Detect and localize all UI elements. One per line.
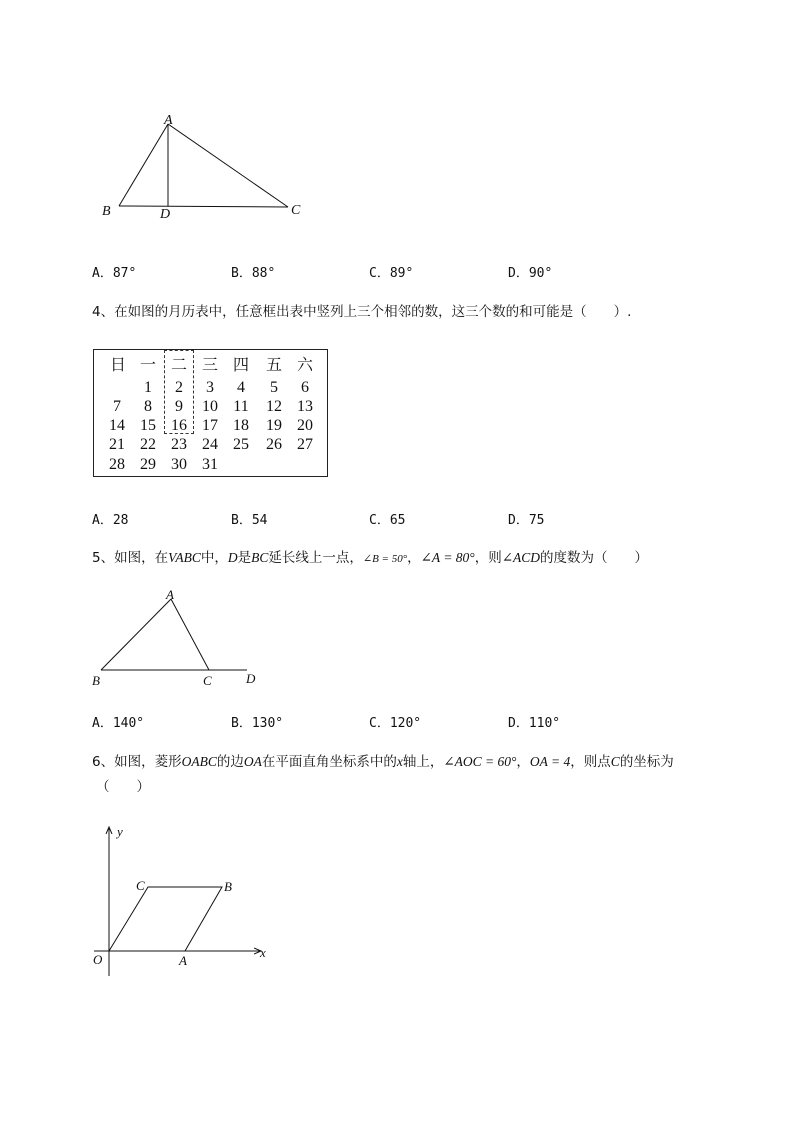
q5-text: 延长线上一点， xyxy=(268,550,363,566)
calendar-cell: 27 xyxy=(297,436,313,453)
side-ac xyxy=(168,124,288,207)
label-y: y xyxy=(117,824,123,839)
calendar-cell: 23 xyxy=(171,436,187,453)
calendar-cell: 10 xyxy=(202,398,218,415)
calendar-cell: 28 xyxy=(109,456,125,473)
q5-text: ， xyxy=(407,550,421,566)
q5-angle-acd: ∠ACD xyxy=(501,550,541,565)
label-a: A xyxy=(164,113,173,128)
calendar-cell: 7 xyxy=(113,398,121,415)
q3-option-b: B．88° xyxy=(231,266,276,281)
label-d: D xyxy=(160,207,171,222)
label-b: B xyxy=(224,879,232,894)
calendar-cell: 9 xyxy=(175,398,183,415)
label-d: D xyxy=(246,671,256,686)
calendar-cell: 21 xyxy=(109,436,125,453)
rhombus-coordinate-figure xyxy=(88,820,278,985)
q6-text: 在平面直角坐标系中的 xyxy=(261,754,397,770)
calendar-cell: 31 xyxy=(202,456,218,473)
q3-option-d: D．90° xyxy=(508,266,553,281)
question-5-text xyxy=(92,547,648,570)
label-a: A xyxy=(166,587,174,602)
q5-angle-b: ∠B = 50° xyxy=(362,553,408,565)
q3-option-c: C．89° xyxy=(369,266,414,281)
calendar-cell: 11 xyxy=(233,398,249,415)
q4-option-b: B．54 xyxy=(231,513,268,528)
calendar-cell: 29 xyxy=(140,456,156,473)
q5-text: 的度数为（ ） xyxy=(540,550,649,566)
q6-angle-aoc: ∠AOC = 60° xyxy=(443,754,517,769)
label-b: B xyxy=(92,673,100,688)
dashed-selection-box xyxy=(164,350,194,434)
calendar-cell: 3 xyxy=(206,379,214,396)
q5-text: 5、如图，在 xyxy=(92,550,169,566)
side-ac xyxy=(171,599,209,670)
q6-text: ，则点 xyxy=(570,754,611,770)
q4-option-c: C．65 xyxy=(369,513,406,528)
calendar-cell: 20 xyxy=(297,417,313,434)
calendar-header: 六 xyxy=(296,357,313,374)
calendar-cell: 8 xyxy=(144,398,152,415)
calendar-cell: 2 xyxy=(175,379,183,396)
side-ab xyxy=(101,599,171,670)
calendar-header: 五 xyxy=(265,357,282,374)
calendar-cell: 12 xyxy=(266,398,282,415)
calendar-cell: 6 xyxy=(301,379,309,396)
q5-text: ，则 xyxy=(474,550,502,566)
calendar-cell: 16 xyxy=(171,417,187,434)
q5-angle-a: ∠A = 80° xyxy=(420,550,475,565)
q5-text: 是 xyxy=(237,550,252,566)
calendar-cell: 13 xyxy=(297,398,313,415)
q5-triangle-symbol: VABC xyxy=(168,550,201,565)
calendar-cell: 15 xyxy=(140,417,156,434)
question-6-text xyxy=(92,751,674,773)
q4-option-a: A．28 xyxy=(92,513,129,528)
label-c: C xyxy=(136,878,145,893)
calendar-cell: 17 xyxy=(202,417,218,434)
q6-point-c: C xyxy=(610,754,620,769)
q6-text: 的边 xyxy=(216,754,244,770)
triangle-abc-extended-figure xyxy=(88,585,268,690)
q5-segment-bc: BC xyxy=(251,550,269,565)
calendar-cell: 24 xyxy=(202,436,218,453)
label-c: C xyxy=(203,673,212,688)
q6-oa-length: OA = 4 xyxy=(529,754,571,769)
q5-option-d: D．110° xyxy=(508,716,561,731)
calendar-cell: 4 xyxy=(237,379,245,396)
calendar-cell: 14 xyxy=(109,417,125,434)
q5-option-a: A．140° xyxy=(92,716,145,731)
calendar-cell: 30 xyxy=(171,456,187,473)
q6-rhombus-oabc: OABC xyxy=(181,754,217,769)
label-o: O xyxy=(93,952,103,967)
label-b: B xyxy=(102,204,111,219)
q6-text: ， xyxy=(516,754,530,770)
side-bc xyxy=(119,206,288,207)
q6-text: 的坐标为 xyxy=(619,754,674,770)
q5-option-b: B．130° xyxy=(231,716,284,731)
q6-text: 6、如图，菱形 xyxy=(92,754,182,770)
calendar-cell: 1 xyxy=(144,379,152,396)
rhombus-oabc xyxy=(109,887,222,951)
q6-text: 轴上， xyxy=(402,754,444,770)
calendar-header: 四 xyxy=(232,357,249,374)
calendar-cell: 26 xyxy=(266,436,282,453)
calendar-header: 一 xyxy=(139,357,156,374)
q5-option-c: C．120° xyxy=(369,716,422,731)
q5-point-d: D xyxy=(227,550,238,565)
calendar-cell: 22 xyxy=(140,436,156,453)
q6-side-oa: OA xyxy=(243,754,262,769)
q3-option-a: A．87° xyxy=(92,266,137,281)
calendar-cell: 25 xyxy=(233,436,249,453)
calendar-table xyxy=(93,349,328,477)
question-4-text: 4、在如图的月历表中，任意框出表中竖列上三个相邻的数，这三个数的和可能是（ ）. xyxy=(92,304,632,320)
question-6-blank: （ ） xyxy=(96,779,150,795)
calendar-cell: 18 xyxy=(233,417,249,434)
label-a: A xyxy=(179,953,187,968)
q5-text: 中， xyxy=(200,550,228,566)
triangle-abc-altitude-figure xyxy=(95,110,315,225)
q6-x: x xyxy=(396,754,403,769)
label-x: x xyxy=(260,945,266,960)
calendar-header: 日 xyxy=(109,357,126,374)
calendar-header: 二 xyxy=(170,357,187,374)
calendar-cell: 5 xyxy=(270,379,278,396)
calendar-cell: 19 xyxy=(266,417,282,434)
side-ab xyxy=(119,124,168,206)
label-c: C xyxy=(291,203,301,218)
q4-option-d: D．75 xyxy=(508,513,545,528)
calendar-header: 三 xyxy=(201,357,218,374)
